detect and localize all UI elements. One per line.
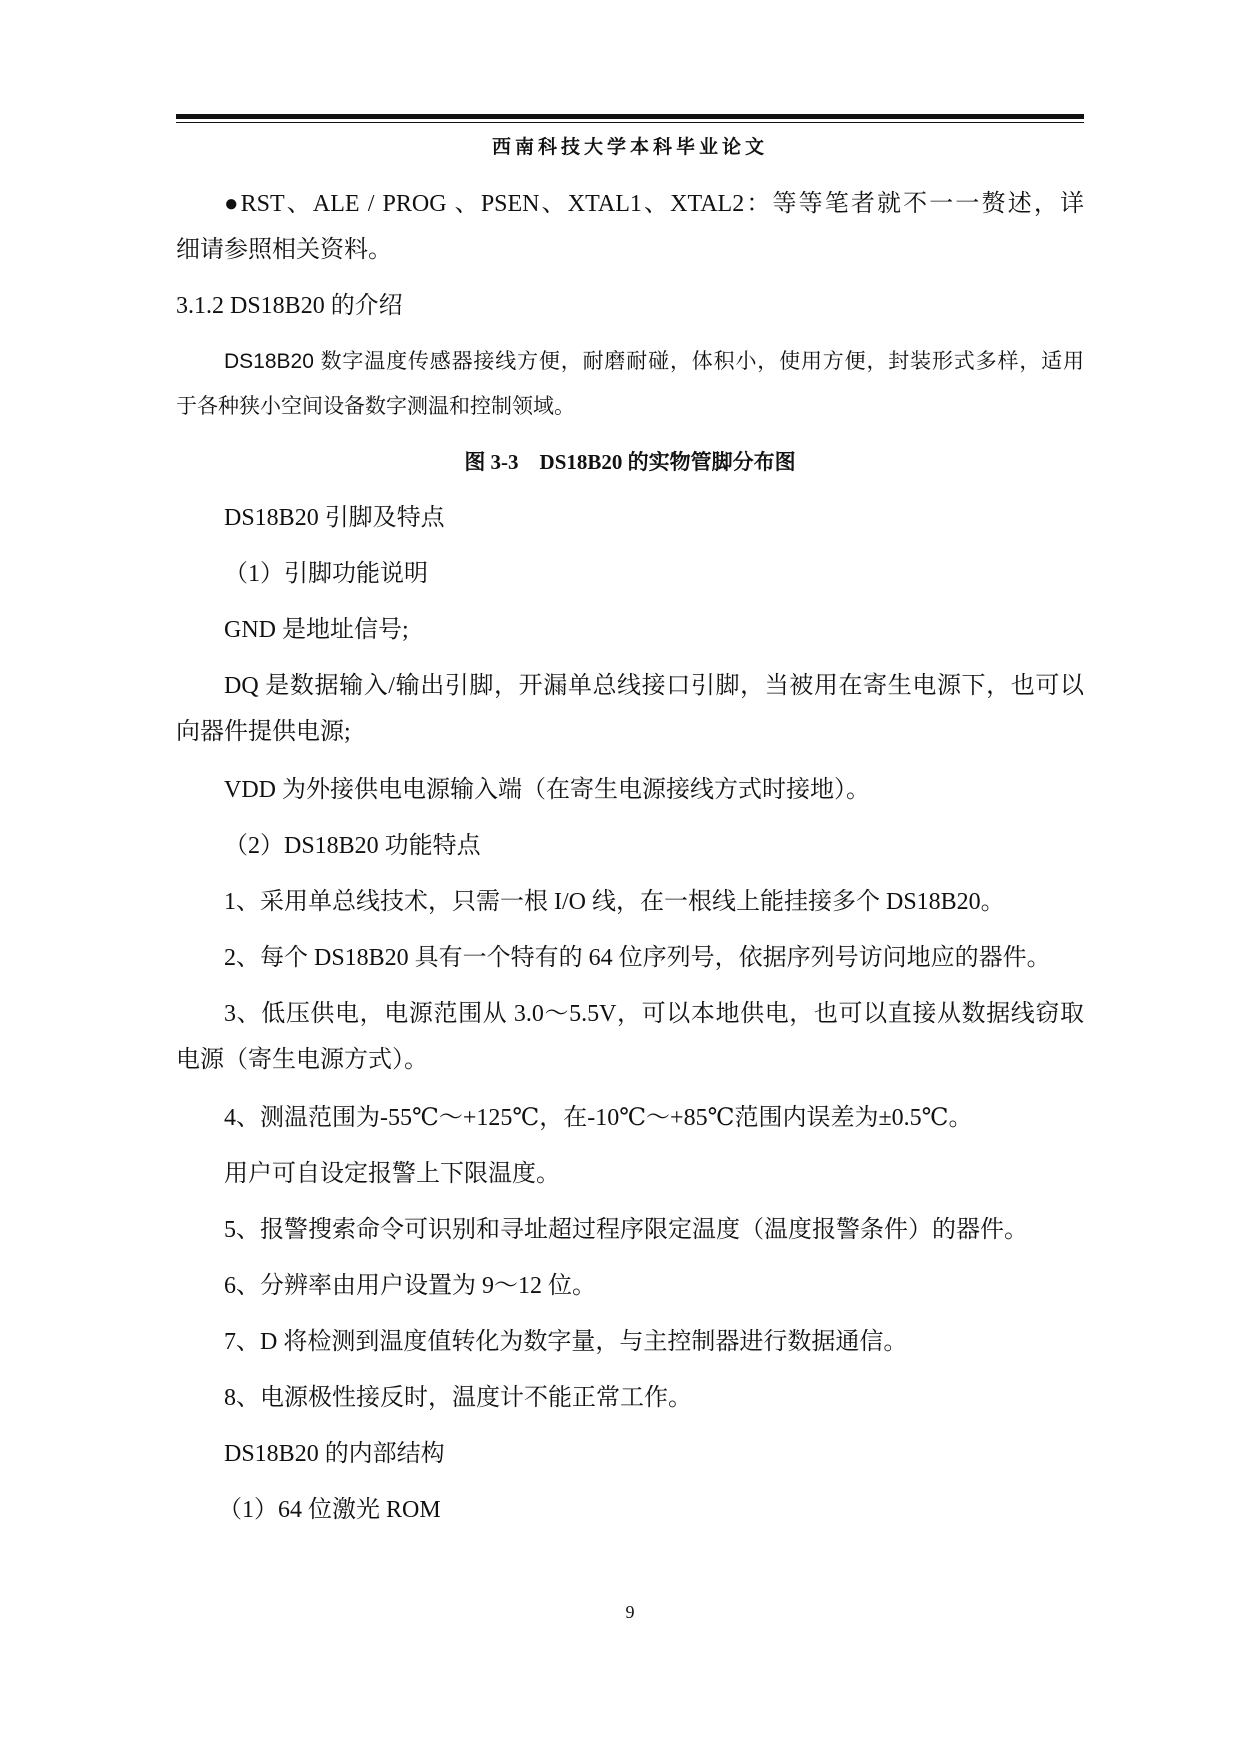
figure-caption: 图 3-3 DS18B20 的实物管脚分布图 bbox=[464, 450, 796, 474]
section-heading: 3.1.2 DS18B20 的介绍 bbox=[176, 293, 403, 319]
vdd-description: VDD 为外接供电电源输入端（在寄生电源接线方式时接地）。 bbox=[224, 777, 870, 803]
rom-title: （1）64 位激光 ROM bbox=[218, 1497, 441, 1523]
features-title: （2）DS18B20 功能特点 bbox=[224, 833, 481, 859]
intro-line1: DS18B20 数字温度传感器接线方便，耐磨耐碰，体积小，使用方便，封装形式多样，适用 bbox=[224, 350, 1084, 373]
paragraph-pins-line1: ●RST、ALE / PROG 、PSEN、XTAL1、XTAL2：等等笔者就不一一赘述，详 bbox=[224, 191, 1084, 217]
feature-1: 1、采用单总线技术，只需一根 I/O 线，在一根线上能挂接多个 DS18B20。 bbox=[224, 889, 1005, 915]
dq-description-line1: DQ 是数据输入/输出引脚，开漏单总线接口引脚，当被用在寄生电源下，也可以 bbox=[224, 673, 1084, 699]
feature-2: 2、每个 DS18B20 具有一个特有的 64 位序列号，依据序列号访问地应的器件。 bbox=[224, 945, 1051, 971]
intro-line2: 于各种狭小空间设备数字测温和控制领域。 bbox=[176, 394, 575, 418]
feature-4: 4、测温范围为-55℃～+125℃，在-10℃～+85℃范围内误差为±0.5℃。 bbox=[224, 1105, 973, 1131]
feature-3-line2: 电源（寄生电源方式）。 bbox=[176, 1047, 428, 1073]
feature-4b: 用户可自设定报警上下限温度。 bbox=[224, 1161, 560, 1187]
page-number: 9 bbox=[625, 1602, 635, 1622]
feature-7: 7、D 将检测到温度值转化为数字量，与主控制器进行数据通信。 bbox=[224, 1329, 908, 1355]
gnd-description: GND 是地址信号; bbox=[224, 617, 409, 643]
header-rule-thick bbox=[176, 114, 1084, 119]
feature-3-line1: 3、低压供电，电源范围从 3.0～5.5V，可以本地供电，也可以直接从数据线窃取 bbox=[224, 1001, 1084, 1027]
running-header: 西南科技大学本科毕业论文 bbox=[491, 137, 768, 158]
structure-title: DS18B20 的内部结构 bbox=[224, 1441, 445, 1467]
header-rule-thin bbox=[176, 122, 1084, 123]
dq-description-line2: 向器件提供电源; bbox=[176, 719, 351, 745]
pins-title: DS18B20 引脚及特点 bbox=[224, 505, 445, 531]
feature-8: 8、电源极性接反时，温度计不能正常工作。 bbox=[224, 1385, 692, 1411]
feature-6: 6、分辨率由用户设置为 9～12 位。 bbox=[224, 1273, 596, 1299]
paragraph-pins-line2: 细请参照相关资料。 bbox=[176, 237, 392, 263]
pin-function-title: （1）引脚功能说明 bbox=[224, 561, 428, 587]
feature-5: 5、报警搜索命令可识别和寻址超过程序限定温度（温度报警条件）的器件。 bbox=[224, 1217, 1028, 1243]
